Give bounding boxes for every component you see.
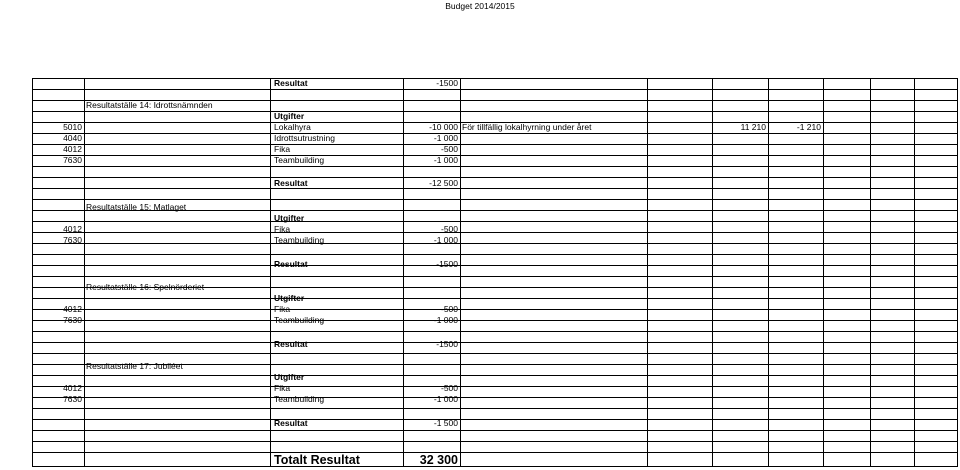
account-name: Fika (274, 224, 291, 234)
summary-label: Resultat (274, 259, 308, 269)
account-name: Fika (274, 304, 291, 314)
account-amount: -1 000 (433, 315, 458, 325)
account-code: 4012 (63, 224, 82, 234)
grid-row (32, 232, 958, 243)
account-amount: -1 000 (433, 235, 458, 245)
grid-col (647, 78, 648, 467)
account-code: 4012 (63, 304, 82, 314)
grid-row (32, 320, 958, 331)
grid-col (768, 78, 769, 467)
grid-row (32, 155, 958, 166)
summary-value: -1500 (436, 259, 458, 269)
account-name: Teambuilding (274, 235, 325, 245)
total-value: 32 300 (419, 453, 458, 467)
grid-row (32, 441, 958, 452)
section-subheading: Utgifter (274, 111, 305, 121)
section-heading: Resultatställe 15: Matlaget (86, 202, 187, 212)
summary-value: -1 500 (433, 418, 458, 428)
summary-label: Resultat (274, 78, 308, 88)
account-extra-1: 11 210 (740, 122, 766, 132)
account-amount: -1 000 (433, 394, 458, 404)
account-amount: -1 000 (433, 155, 458, 165)
summary-label: Resultat (274, 418, 308, 428)
grid-row (32, 265, 958, 276)
grid-col (823, 78, 824, 467)
grid-col (957, 78, 958, 467)
account-code: 4012 (63, 383, 82, 393)
account-name: Idrottsutrustning (274, 133, 335, 143)
section-heading: Resultatställe 14: Idrottsnämnden (86, 100, 213, 110)
grid-row (32, 298, 958, 309)
account-code: 4012 (63, 144, 82, 154)
grid-row (32, 375, 958, 386)
account-code: 7630 (63, 155, 82, 165)
section-subheading: Utgifter (274, 372, 305, 382)
grid-row (32, 177, 958, 188)
grid-row (32, 221, 958, 232)
section-subheading: Utgifter (274, 213, 305, 223)
summary-label: Resultat (274, 339, 308, 349)
grid-row (32, 111, 958, 122)
grid-row (32, 133, 958, 144)
grid-row (32, 309, 958, 320)
account-amount: -1 000 (433, 133, 458, 143)
grid-row (32, 419, 958, 430)
section-subheading: Utgifter (274, 293, 305, 303)
summary-value: -12 500 (429, 178, 458, 188)
grid-row (32, 408, 958, 419)
summary-label: Resultat (274, 178, 308, 188)
grid-col (870, 78, 871, 467)
account-amount: -500 (440, 224, 458, 234)
grid-row (32, 254, 958, 265)
summary-value: -1500 (436, 339, 458, 349)
summary-value: -1500 (436, 78, 458, 88)
account-name: Teambuilding (274, 155, 325, 165)
account-amount: -500 (440, 144, 458, 154)
grid-row (32, 144, 958, 155)
section-heading: Resultatställe 17: Jubiléet (86, 361, 183, 371)
account-code: 7630 (63, 394, 82, 404)
grid-row (32, 397, 958, 408)
grid-col (270, 78, 271, 467)
budget-sheet (32, 78, 958, 470)
account-code: 4040 (63, 133, 82, 143)
account-code: 7630 (63, 235, 82, 245)
account-name: Teambuilding (274, 315, 325, 325)
grid-row (32, 78, 958, 89)
grid-row (32, 331, 958, 342)
grid-row (32, 89, 958, 100)
account-name: Lokalhyra (274, 122, 311, 132)
grid-row (32, 430, 958, 441)
grid-row (32, 386, 958, 397)
account-extra-2: -1 210 (796, 122, 821, 132)
grid-row (32, 452, 958, 467)
total-label: Totalt Resultat (274, 453, 360, 467)
grid-col (84, 78, 85, 467)
grid-col (460, 78, 461, 467)
grid-row (32, 243, 958, 254)
document-title: Budget 2014/2015 (445, 1, 515, 11)
account-code: 5010 (63, 122, 82, 132)
grid-col (712, 78, 713, 467)
grid-col (914, 78, 915, 467)
grid-row (32, 188, 958, 199)
account-code: 7630 (63, 315, 82, 325)
account-name: Teambuilding (274, 394, 325, 404)
account-name: Fika (274, 383, 291, 393)
account-note: För tillfällig lokalhyrning under året (462, 122, 592, 132)
account-amount: -10 000 (429, 122, 458, 132)
grid-row (32, 342, 958, 353)
account-amount: -500 (440, 383, 458, 393)
account-amount: -500 (440, 304, 458, 314)
section-heading: Resultatställe 16: Spelnörderiet (86, 282, 205, 292)
account-name: Fika (274, 144, 291, 154)
grid-row (32, 166, 958, 177)
